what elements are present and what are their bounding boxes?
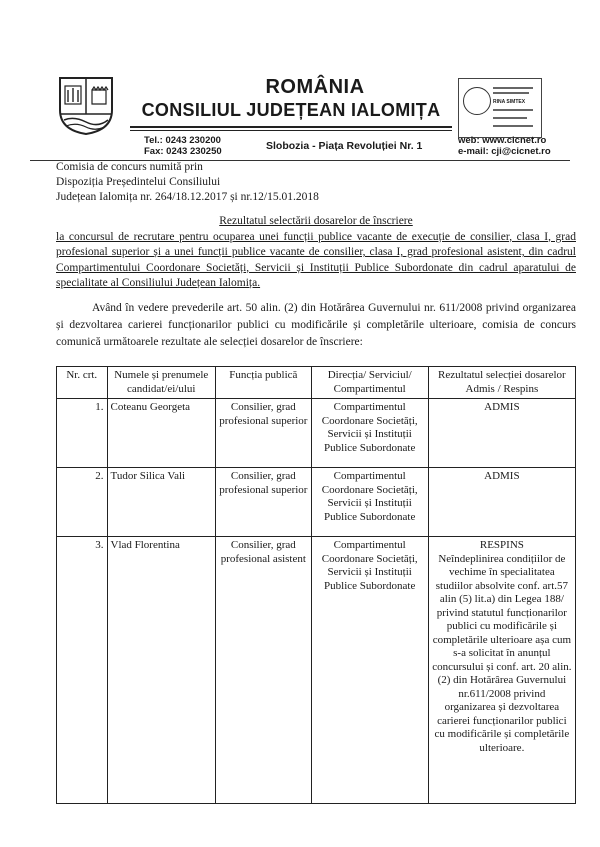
public-function: Consilier, grad profesional superior [216,399,312,468]
county-crest-logo [56,74,116,136]
header-phone: Tel.: 0243 230200 [144,135,221,146]
header-web: web: www.cicnet.ro [458,135,547,146]
title-heading: Rezultatul selectării dosarelor de înscriere [219,215,413,227]
document-title [56,214,576,292]
selection-result [428,537,575,804]
table-row [57,399,576,468]
certification-seal-icon [463,87,491,115]
result-status: ADMIS [484,470,520,482]
row-number: 2. [57,468,108,537]
header-address: Slobozia - Piața Revoluției Nr. 1 [266,140,423,152]
title-body: la concursul de recrutare pentru ocuparea unei funcții publice vacante de execuție de consilier, clasa I, grad profesional superior și a unei funcții publice vacante de consilier, clasa I, grad profesional asistent, din cadrul Compartimentului Coordonare Societăți, Servicii și Instituții Publice Subordonate din cadrul aparatului de specialitate al Consiliului Județean Ialomița. [56,230,576,289]
certification-logo [458,78,542,138]
header-function: Funcția publică [216,367,312,399]
candidate-name: Coteanu Georgeta [107,399,216,468]
header-nr: Nr. crt. [57,367,108,399]
public-function: Consilier, grad profesional asistent [216,537,312,804]
result-reason: Neîndeplinirea condițiilor de vechime în specialitatea studiilor absolvite conf. art.57 alin (5) lit.a) din Legea 188/ privind statutul funcționarilor publici cu modificările și completările ulterioare așa cum s-a solicitat în anunțul concursului și conf. art. 20 alin.(2) din Hotărârea Guvernului nr.611/2008 privind organizarea și dezvoltarea carierei funcționarilor publici cu modificările și completările ulterioare. [432,552,572,754]
header-rule [130,130,452,131]
header-fax: Fax: 0243 230250 [144,146,222,157]
certification-text: RINA SIMTEX [493,99,526,105]
header-name: Numele și prenumele candidat/ei/ului [107,367,216,399]
table-row [57,537,576,804]
header-council-name: CONSILIUL JUDEȚEAN IALOMIȚA [141,100,441,120]
candidate-name: Tudor Silica Vali [107,468,216,537]
results-table [56,366,576,804]
result-status: RESPINS [479,539,524,551]
row-number: 3. [57,537,108,804]
selection-result [428,399,575,468]
selection-result [428,468,575,537]
department: Compartimentul Coordonare Societăți, Servicii și Instituții Publice Subordonate [311,468,428,537]
row-number: 1. [57,399,108,468]
commission-reference: Comisia de concurs numită prin Dispoziția Președintelui Consiliului Județean Ialomița nr. 264/18.12.2017 și nr.12/15.01.2018 [56,161,319,204]
header-rule [130,126,452,128]
table-header-row [57,367,576,399]
public-function: Consilier, grad profesional superior [216,468,312,537]
header-result: Rezultatul selecției dosarelor Admis / Respins [428,367,575,399]
header-department: Direcția/ Serviciul/ Compartimentul [311,367,428,399]
candidate-name: Vlad Florentina [107,537,216,804]
header-country: ROMÂNIA [265,76,365,98]
department: Compartimentul Coordonare Societăți, Servicii și Instituții Publice Subordonate [311,399,428,468]
intro-paragraph: Având în vedere prevederile art. 50 alin. (2) din Hotărârea Guvernului nr. 611/2008 privind organizarea și dezvoltarea carierei funcționarilor publici cu modificările și completările ulterioare, comisia de concurs comunică următoarele rezultate ale selecției dosarelor de înscriere: [56,302,576,348]
department: Compartimentul Coordonare Societăți, Servicii și Instituții Publice Subordonate [311,537,428,804]
header-email: e-mail: cji@cicnet.ro [458,146,551,157]
table-row [57,468,576,537]
result-status: ADMIS [484,401,520,413]
